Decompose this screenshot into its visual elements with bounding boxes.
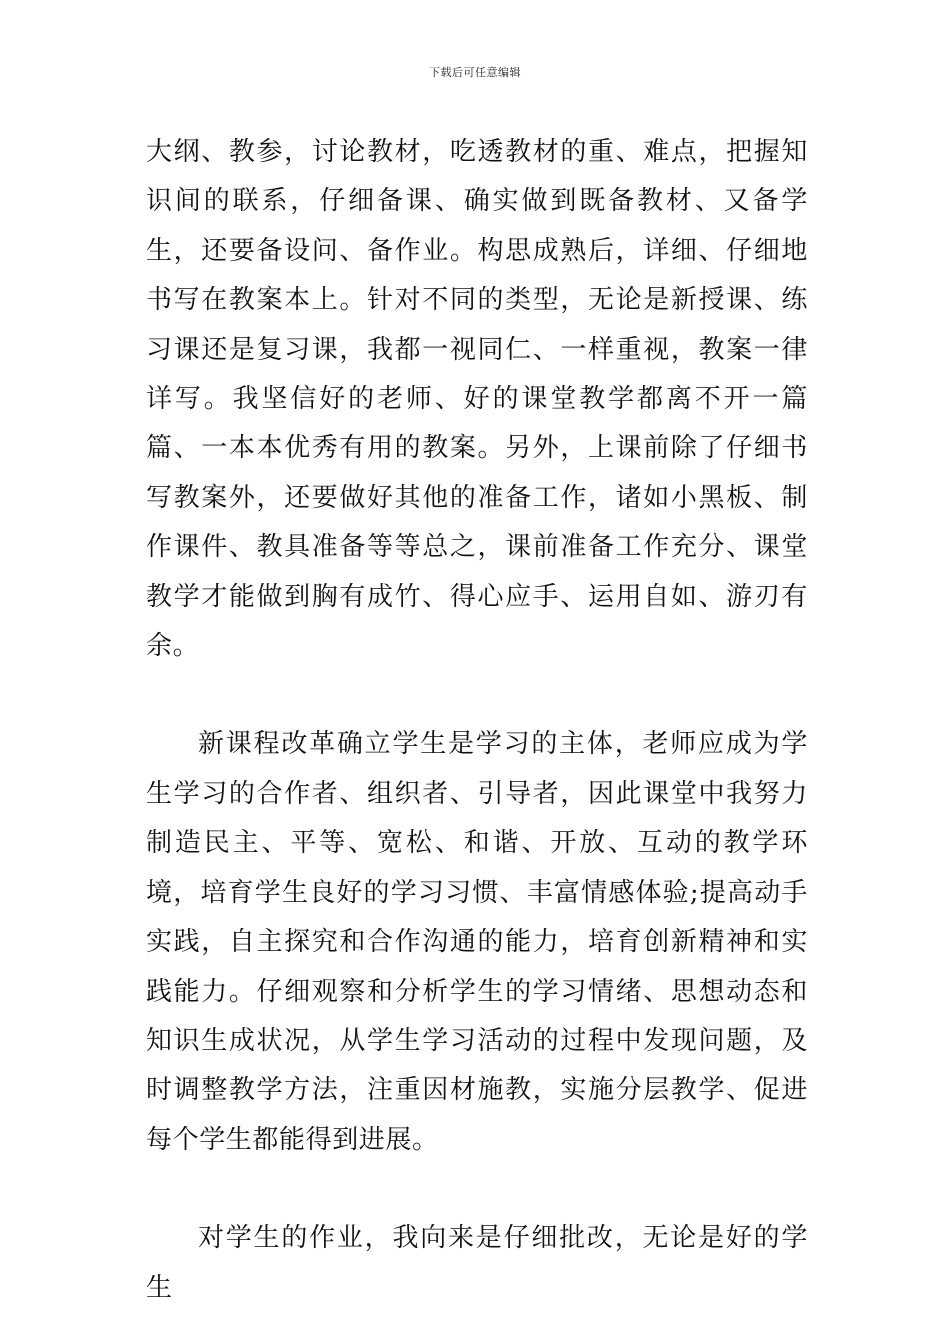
document-body	[146, 128, 808, 1313]
paragraph-homework-correction: 对学生的作业，我向来是仔细批改，无论是好的学生	[146, 1223, 808, 1303]
paragraph-lesson-preparation: 大纲、教参，讨论教材，吃透教材的重、难点，把握知识间的联系，仔细备课、确实做到既备教材、又备学生，还要备设问、备作业。构思成熟后，详细、仔细地书写在教案本上。针对不同的类型，无论是新授课、练习课还是复习课，我都一视同仁、一样重视，教案一律详写。我坚信好的老师、好的课堂教学都离不开一篇篇、一本本优秀有用的教案。另外，上课前除了仔细书写教案外，还要做好其他的准备工作，诸如小黑板、制作课件、教具准备等等总之，课前准备工作充分、课堂教学才能做到胸有成竹、得心应手、运用自如、游刃有余。	[146, 137, 808, 662]
page-header-note: 下载后可任意编辑	[429, 66, 521, 79]
paragraph-classroom-teaching: 新课程改革确立学生是学习的主体，老师应成为学生学习的合作者、组织者、引导者，因此课堂中我努力制造民主、平等、宽松、和谐、开放、互动的教学环境，培育学生良好的学习习惯、丰富情感体验;提高动手实践，自主探究和合作沟通的能力，培育创新精神和实践能力。仔细观察和分析学生的学习情绪、思想动态和知识生成状况，从学生学习活动的过程中发现问题，及时调整教学方法，注重因材施教，实施分层教学、促进每个学生都能得到进展。	[146, 729, 808, 1155]
